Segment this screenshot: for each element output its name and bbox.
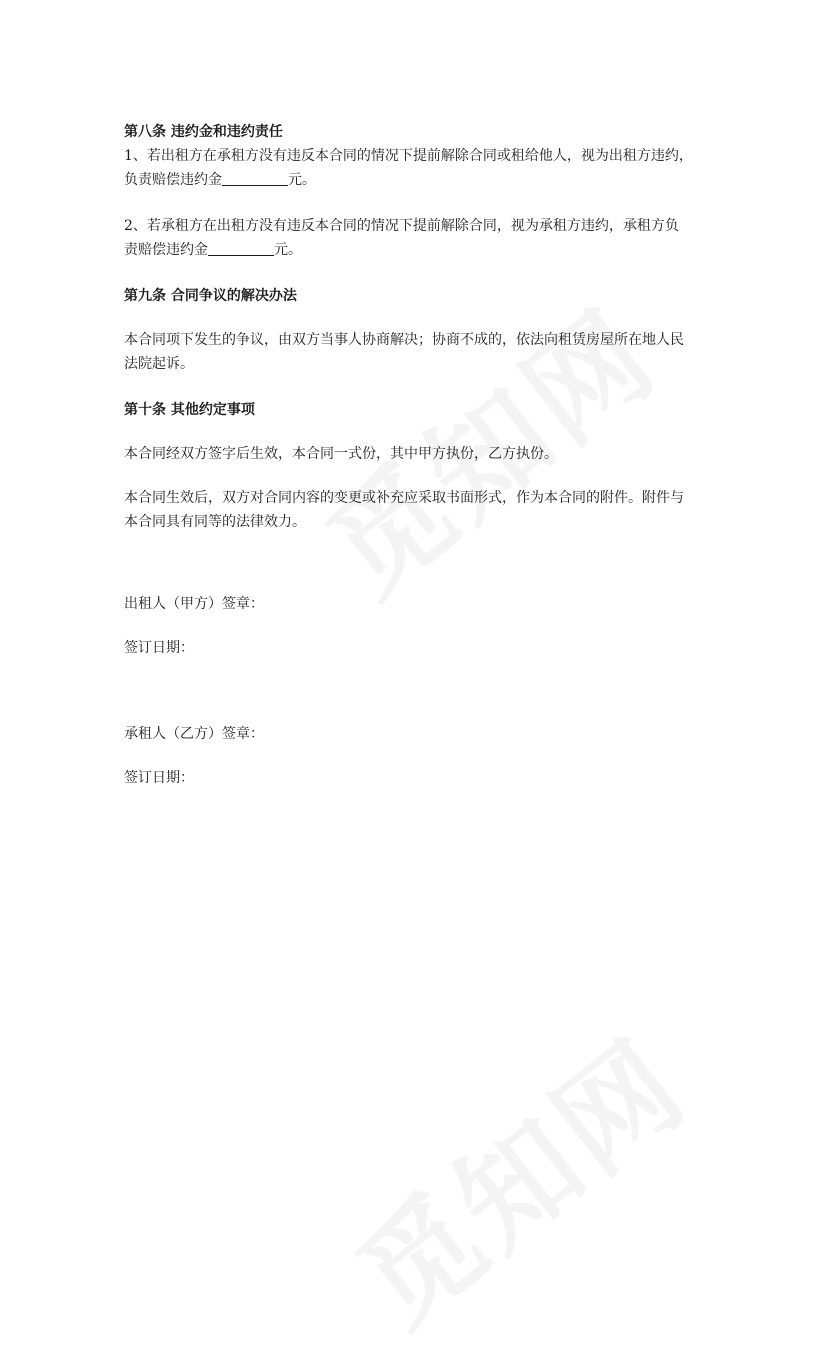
lessee-date-label: 签订日期： xyxy=(124,770,194,786)
article-8-clause-1-line-2 xyxy=(124,168,714,192)
article-9-para-line-2: 法院起诉。 xyxy=(124,356,194,372)
article-8-heading: 第八条 违约金和违约责任 xyxy=(124,124,283,140)
article-10-heading: 第十条 其他约定事项 xyxy=(124,402,255,418)
amount-blank xyxy=(222,169,288,186)
lessee-signature-label: 承租人（乙方）签章： xyxy=(124,726,264,742)
lessor-signature-label: 出租人（甲方）签章： xyxy=(124,596,264,612)
article-10-para-2-line-2: 本合同具有同等的法律效力。 xyxy=(124,514,306,530)
contract-body xyxy=(124,120,714,790)
article-8 xyxy=(124,120,714,262)
article-8-clause-1-line-1: 1、若出租方在承租方没有违反本合同的情况下提前解除合同或租给他人，视为出租方违约， xyxy=(124,148,693,164)
watermark xyxy=(317,994,715,1357)
article-10 xyxy=(124,398,714,534)
article-9 xyxy=(124,284,714,376)
article-9-para-line-1: 本合同项下发生的争议，由双方当事人协商解决；协商不成的，依法向租赁房屋所在地人民 xyxy=(124,332,684,348)
article-9-heading: 第九条 合同争议的解决办法 xyxy=(124,288,297,304)
lessor-date-label: 签订日期： xyxy=(124,640,194,656)
clause-text: 元。 xyxy=(288,172,316,188)
article-8-clause-2-line-1: 2、若承租方在出租方没有违反本合同的情况下提前解除合同，视为承租方违约，承租方负 xyxy=(124,218,679,234)
signature-block xyxy=(124,592,714,790)
clause-text: 负责赔偿违约金 xyxy=(124,172,222,188)
clause-text: 元。 xyxy=(274,242,302,258)
article-10-para-1: 本合同经双方签字后生效，本合同一式份，其中甲方执份，乙方执份。 xyxy=(124,446,558,462)
article-10-para-2-line-1: 本合同生效后，双方对合同内容的变更或补充应采取书面形式，作为本合同的附件。附件与 xyxy=(124,490,684,506)
clause-text: 责赔偿违约金 xyxy=(124,242,208,258)
amount-blank xyxy=(208,239,274,256)
article-8-clause-2-line-2 xyxy=(124,238,714,262)
